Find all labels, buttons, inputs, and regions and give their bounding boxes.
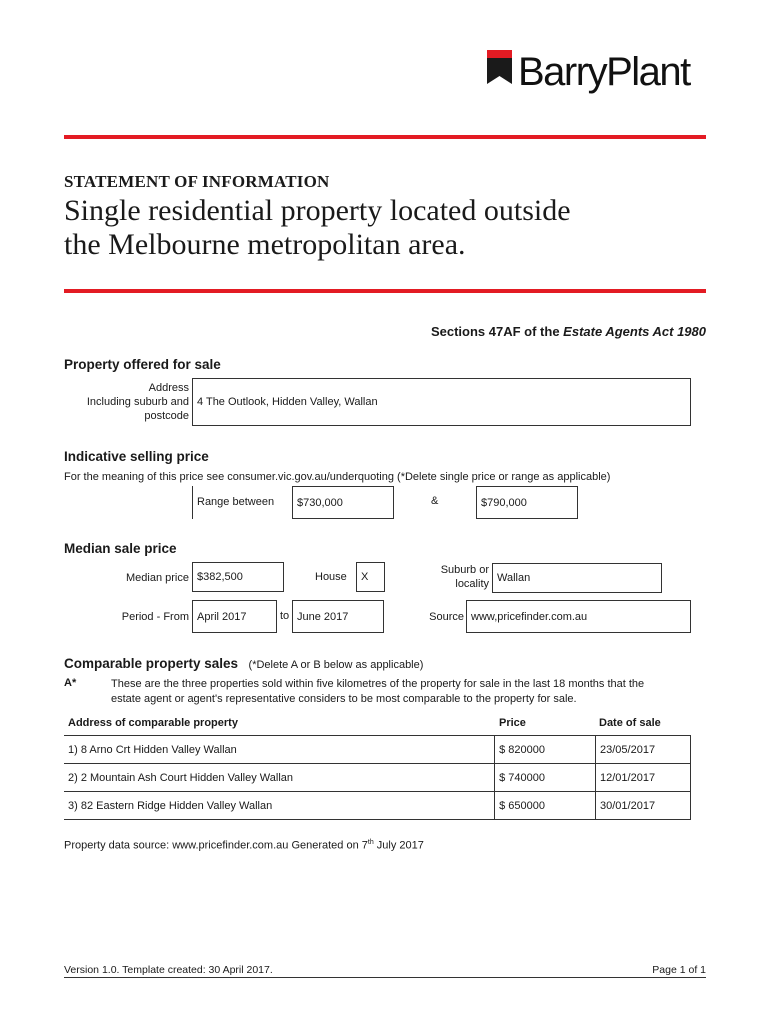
suburb-label xyxy=(420,563,489,591)
sections-prefix: Sections 47AF of the xyxy=(430,324,560,339)
price-low-field[interactable] xyxy=(292,486,394,519)
statement-heading: STATEMENT OF INFORMATION xyxy=(64,172,330,191)
indicative-note: For the meaning of this price see consumer.vic.gov.au/underquoting (*Delete single price or range as applicable) xyxy=(64,471,611,483)
range-ampersand: & xyxy=(431,495,439,507)
comparable-address-cell[interactable]: 1) 8 Arno Crt Hidden Valley Wallan xyxy=(64,736,495,764)
source-label: Source xyxy=(429,611,464,623)
period-to-label: to xyxy=(280,610,290,622)
property-type-value: X xyxy=(361,571,369,583)
column-header-date: Date of sale xyxy=(599,717,661,729)
legislation-reference xyxy=(431,324,706,339)
data-source-note xyxy=(64,839,424,852)
column-header-price: Price xyxy=(499,717,526,729)
barry-plant-logo-icon xyxy=(487,50,512,84)
suburb-value: Wallan xyxy=(497,572,531,584)
period-to-field[interactable] xyxy=(292,600,384,633)
title-divider xyxy=(64,289,706,293)
data-source-ordinal: th xyxy=(367,839,374,846)
comparable-date-cell[interactable]: 30/01/2017 xyxy=(596,792,691,820)
top-divider xyxy=(64,135,706,139)
comparable-date-cell[interactable]: 23/05/2017 xyxy=(596,736,691,764)
period-from-value: April 2017 xyxy=(197,610,247,623)
indicative-heading: Indicative selling price xyxy=(64,449,209,464)
table-row xyxy=(64,764,691,792)
comparable-address-cell[interactable]: 2) 2 Mountain Ash Court Hidden Valley Wallan xyxy=(64,764,495,792)
address-value: 4 The Outlook, Hidden Valley, Wallan xyxy=(197,396,378,408)
comparable-price-cell[interactable]: $ 650000 xyxy=(495,792,596,820)
comparable-price-cell[interactable]: $ 740000 xyxy=(495,764,596,792)
suburb-label-line-2: locality xyxy=(455,578,489,590)
source-value: www,pricefinder.com.au xyxy=(471,610,588,623)
median-price-label: Median price xyxy=(126,572,189,584)
option-a-label: A* xyxy=(64,677,77,689)
median-heading: Median sale price xyxy=(64,541,177,556)
suburb-label-line-1: Suburb or xyxy=(440,564,489,576)
median-price-value: $382,500 xyxy=(197,571,243,583)
address-label-line-3: postcode xyxy=(144,410,189,422)
address-field[interactable] xyxy=(192,378,691,426)
price-high-value: $790,000 xyxy=(481,496,527,509)
period-label: Period - From xyxy=(121,611,189,623)
period-to-value: June 2017 xyxy=(297,610,349,623)
source-field[interactable] xyxy=(466,600,691,633)
range-left-border xyxy=(192,486,193,519)
footer-version: Version 1.0. Template created: 30 April 2017. xyxy=(64,964,273,976)
act-name: Estate Agents Act 1980 xyxy=(563,324,706,339)
address-label-line-2: Including suburb and xyxy=(86,396,189,408)
property-type-field[interactable] xyxy=(356,562,385,592)
comparable-sales-table xyxy=(64,735,691,820)
footer-page-number: Page 1 of 1 xyxy=(652,964,706,976)
comparable-heading-note: (*Delete A or B below as applicable) xyxy=(248,659,424,671)
column-header-address: Address of comparable property xyxy=(68,717,238,729)
option-a-text-line-2: estate agent or agent's representative considers to be most comparable to the property for sale. xyxy=(111,693,577,705)
comparable-date-cell[interactable]: 12/01/2017 xyxy=(596,764,691,792)
comparable-heading-row xyxy=(64,655,423,673)
property-heading: Property offered for sale xyxy=(64,357,221,372)
comparable-price-cell[interactable]: $ 820000 xyxy=(495,736,596,764)
option-a-text-line-1: These are the three properties sold within five kilometres of the property for sale in the last 18 months that the xyxy=(111,678,645,690)
data-source-suffix: July 2017 xyxy=(373,839,424,852)
address-label xyxy=(64,381,189,423)
option-a-text xyxy=(111,677,701,707)
page-title xyxy=(64,194,704,262)
data-source-prefix: Property data source: www.pricefinder.com.au Generated on 7 xyxy=(64,839,368,852)
table-row xyxy=(64,736,691,764)
title-line-1: Single residential property located outside xyxy=(64,194,571,227)
suburb-field[interactable] xyxy=(492,563,662,593)
address-label-line-1: Address xyxy=(148,382,189,394)
period-from-field[interactable] xyxy=(192,600,277,633)
property-type-label: House xyxy=(315,571,347,583)
range-label: Range between xyxy=(197,496,275,508)
comparable-address-cell[interactable]: 3) 82 Eastern Ridge Hidden Valley Wallan xyxy=(64,792,495,820)
title-line-2: the Melbourne metropolitan area. xyxy=(64,228,466,261)
footer-rule xyxy=(64,977,706,978)
price-low-value: $730,000 xyxy=(297,496,343,509)
price-high-field[interactable] xyxy=(476,486,578,519)
table-row xyxy=(64,792,691,820)
brand-logo-text: BarryPlant xyxy=(518,50,690,94)
comparable-heading: Comparable property sales xyxy=(64,656,239,671)
median-price-field[interactable] xyxy=(192,562,284,592)
